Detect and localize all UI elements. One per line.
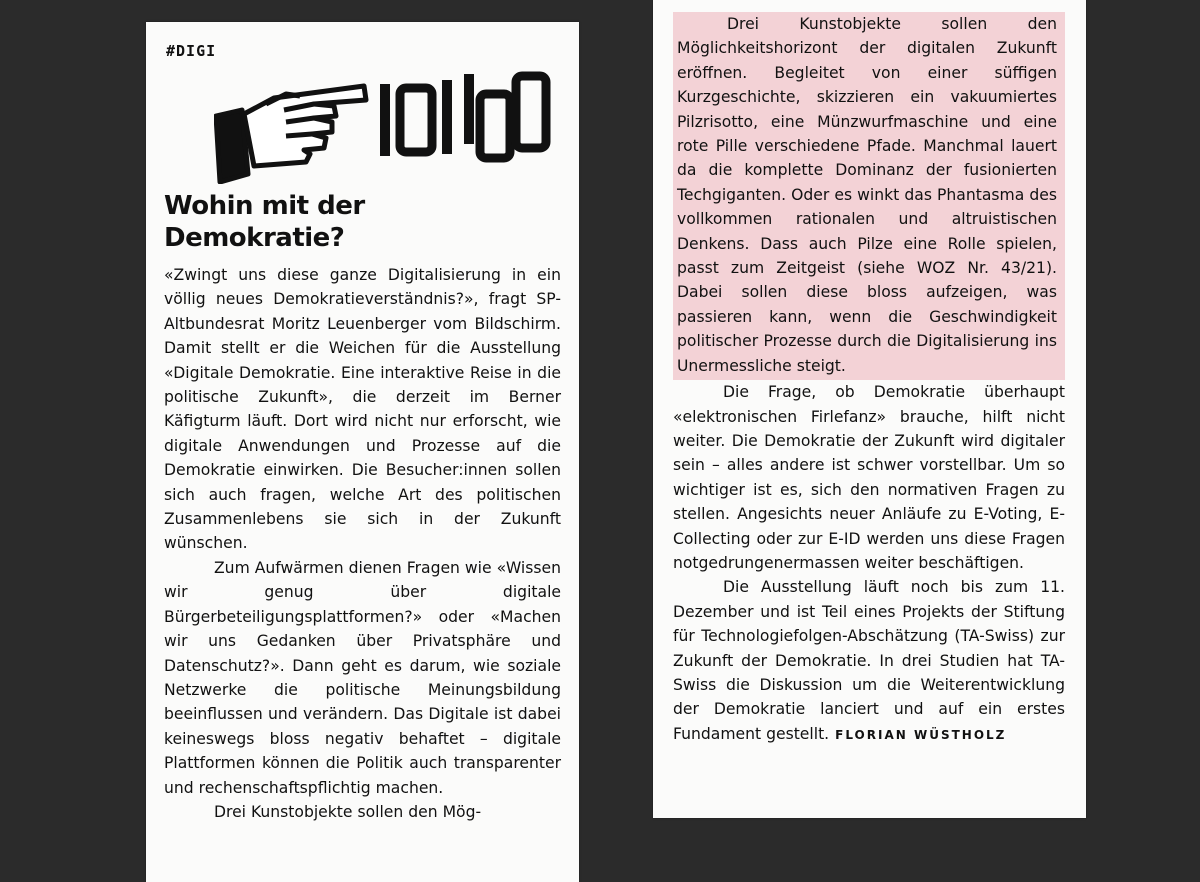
clipped-line [673,0,1065,2]
left-page [146,22,579,882]
left-body-text [164,263,561,824]
section-tag: #DIGI [166,42,217,60]
highlighted-paragraph: Drei Kunstobjekte sollen den Möglichkeitshorizont der digitalen Zukunft eröffnen. Begleitet von einer süffigen Kurzgeschichte, skizzieren ein vakuumiertes Pilzrisotto, eine Münzwurfmaschine und eine rote Pille verschiedene Pfade. Manchmal lauert da die komplette Dominanz der fusionierten Techgiganten. Oder es winkt das Phantasma des vollkommen rationalen und altruistischen Denkens. Dass auch Pilze eine Rolle spielen, passt zum Zeitgeist (siehe WOZ Nr. 43/21). Dabei sollen diese bloss aufzeigen, was passieren kann, wenn die Geschwindigkeit politischer Prozesse durch die Digitalisierung ins Unermessliche steigt. [673,12,1065,380]
paragraph: Drei Kunstobjekte sollen den Mög- [214,802,482,821]
byline: FLORIAN WÜSTHOLZ [835,727,1007,742]
paragraph: Die Ausstellung läuft noch bis zum 11. Dezember und ist Teil eines Projekts der Stiftung für Technologiefolgen-Abschätzung (TA-Swiss) zur Zukunft der Demokratie. In drei Studien hat TA-Swiss die Diskussion um die Weiterentwicklung der Demokratie lanciert und auf ein erstes Fundament gestellt. FLORIAN WÜSTHOLZ [673,578,1065,743]
pointing-hand-icon [216,86,366,182]
paragraph: «Zwingt uns diese ganze Digitalisierung in ein völlig neues Demokratieverständnis?», fragt SP-Altbundesrat Moritz Leuenberger vom Bildschirm. Damit stellt er die Weichen für die Ausstellung «Digitale Demokratie. Eine interaktive Reise in die politische Zukunft», die derzeit im Berner Käfigturm läuft. Dort wird nicht nur erforscht, wie digitale Anwendungen und Prozesse auf die Demokratie einwirken. Die Besucher:innen sollen sich auch fragen, welche Art des politischen Zusammenlebens sie sich in der Zukunft wünschen. [164,266,561,553]
right-page [653,0,1086,818]
right-body-text [673,12,1065,747]
paragraph: Zum Aufwärmen dienen Fragen wie «Wissen wir genug über digitale Bürgerbeteiligungsplattformen?» oder «Machen wir uns Gedanken über Privatsphäre und Datenschutz?». Dann geht es darum, wie soziale Netzwerke die politische Meinungsbildung beeinflussen und verändern. Das Digitale ist dabei keineswegs bloss negativ behaftet – digitale Plattformen können die Politik auch transparenter und rechenschaftspflichtig machen. [164,558,561,797]
paragraph: Die Frage, ob Demokratie überhaupt «elektronischen Firlefanz» brauche, hilft nicht weiter. Die Demokratie der Zukunft wird digitaler sein – alles andere ist schwer vorstellbar. Um so wichtiger ist es, sich den normativen Fragen zu stellen. Angesichts neuer Anläufe zu E-Voting, E-Collecting oder zur E-ID werden uns diese Fragen notgedrungenermassen weiter beschäftigen. [673,383,1065,572]
binary-digits-icon [380,74,546,158]
article-headline: Wohin mit der Demokratie? [164,191,365,253]
digital-illustration [214,54,554,184]
